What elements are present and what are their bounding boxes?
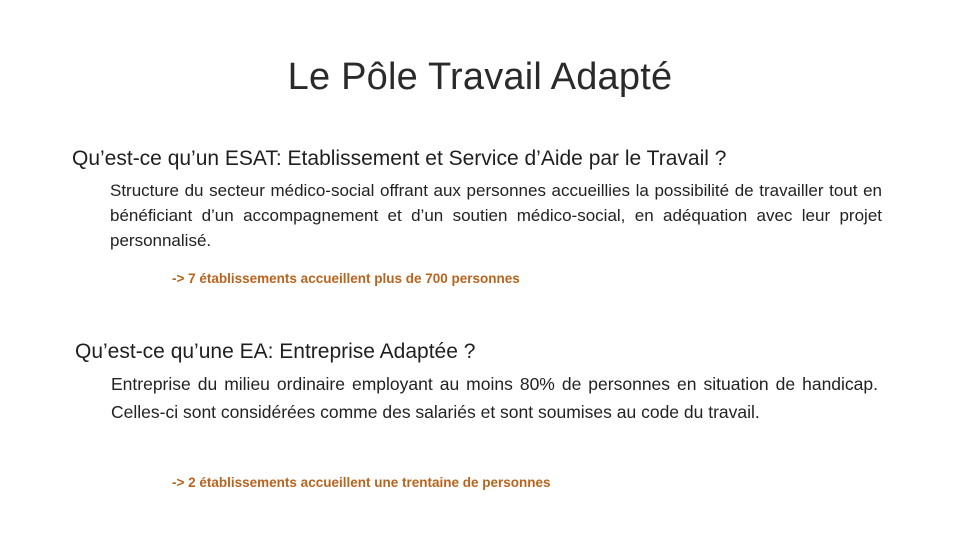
section-note-esat: -> 7 établissements accueillent plus de 700 personnes xyxy=(172,271,520,286)
section-note-ea: -> 2 établissements accueillent une trentaine de personnes xyxy=(172,475,551,490)
section-heading-ea: Qu’est-ce qu’une EA: Entreprise Adaptée ? xyxy=(75,340,476,363)
slide-title: Le Pôle Travail Adapté xyxy=(287,56,673,98)
section-heading-esat: Qu’est-ce qu’un ESAT: Etablissement et Service d’Aide par le Travail ? xyxy=(72,147,727,170)
section-body-ea: Entreprise du milieu ordinaire employant au moins 80% de personnes en situation de handicap. Celles-ci sont considérées comme des salariés et sont soumises au code du travail. xyxy=(111,374,878,422)
section-body-esat: Structure du secteur médico-social offrant aux personnes accueillies la possibilité de travailler tout en bénéficiant d’un accompagnement et d’un soutien médico-social, en adéquation avec leur projet personnalisé. xyxy=(110,181,882,250)
